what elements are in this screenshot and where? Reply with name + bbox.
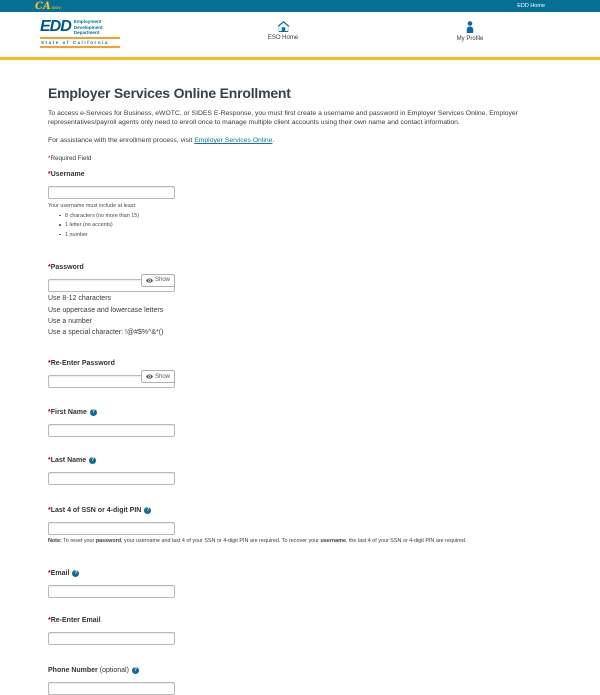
eye-icon	[146, 278, 153, 283]
gold-accent-rule	[0, 57, 600, 60]
phone-field-group	[48, 667, 555, 695]
reenter-password-label: *Re-Enter Password	[48, 360, 115, 368]
email-label: *Email	[48, 570, 70, 578]
last-name-label: *Last Name	[48, 457, 87, 465]
home-icon	[277, 21, 290, 32]
nav-eso-home-label: ESO Home	[267, 35, 299, 41]
eye-icon	[146, 374, 153, 379]
last-name-help-icon[interactable]: ?	[91, 457, 95, 464]
password-requirements: Use 8-12 characters Use uppercase and lowercase letters Use a number Use a special character: !@#$%^&*()	[48, 295, 164, 337]
ssn-pin-label: *Last 4 of SSN or 4-digit PIN	[48, 507, 142, 515]
required-field-note: *Required Field	[48, 155, 92, 163]
reenter-password-field-group	[48, 360, 555, 388]
email-field-group	[48, 570, 555, 598]
assistance-line: For assistance with the enrollment process, visit Employer Services Online.	[48, 137, 275, 145]
reenter-email-label: *Re-Enter Email	[48, 617, 101, 625]
edd-logo-divider	[40, 46, 120, 47]
edd-logo-tagline: State of California	[41, 39, 109, 45]
phone-help-icon[interactable]: ?	[133, 667, 137, 674]
username-requirement: 1 number	[65, 232, 555, 238]
page-title: Employer Services Online Enrollment	[48, 84, 291, 101]
person-icon	[465, 21, 475, 33]
site-header	[0, 12, 600, 57]
reenter-email-input[interactable]	[48, 632, 175, 645]
password-field-group	[48, 264, 555, 338]
username-requirement: 8 characters (no more than 15)	[65, 213, 555, 219]
last-name-field-group	[48, 457, 555, 485]
username-label: *Username	[48, 171, 85, 179]
ca-gov-logo-ca: CA	[35, 0, 51, 12]
email-input[interactable]	[48, 585, 175, 598]
ca-gov-logo[interactable]	[35, 2, 61, 11]
ssn-pin-note: Note: To reset your password, your username and last 4 of your SSN or 4-digit PIN are required. To recover your username, the last 4 of your SSN or 4-digit PIN are required.	[48, 538, 467, 545]
main-content	[0, 85, 600, 695]
email-help-icon[interactable]: ?	[74, 570, 78, 577]
first-name-help-icon[interactable]: ?	[91, 409, 95, 416]
username-requirement: 1 letter (no accents)	[65, 222, 555, 228]
username-hint-title: Your username must include at least:	[48, 203, 137, 210]
edd-logo-acronym: EDD	[40, 18, 71, 36]
phone-label: Phone Number (optional)	[48, 667, 129, 675]
employer-services-online-link[interactable]: Employer Services Online	[194, 137, 273, 145]
ssn-pin-field-group	[48, 507, 555, 544]
utility-bar	[0, 0, 600, 12]
ca-gov-logo-gov: GOV	[51, 5, 62, 10]
username-requirements-list	[48, 213, 555, 238]
username-field-group	[48, 171, 555, 238]
last-name-input[interactable]	[48, 472, 175, 485]
edd-home-link[interactable]: EDD Home	[517, 3, 545, 9]
edd-logo-divider	[40, 37, 120, 38]
edd-logo[interactable]	[40, 19, 120, 49]
password-show-button[interactable]: Show	[141, 274, 175, 287]
phone-input[interactable]	[48, 682, 175, 695]
first-name-input[interactable]	[48, 424, 175, 437]
nav-my-profile[interactable]	[430, 21, 510, 42]
nav-my-profile-label: My Profile	[456, 36, 484, 42]
nav-eso-home[interactable]	[243, 21, 323, 41]
ssn-pin-input[interactable]	[48, 522, 175, 535]
first-name-label: *First Name	[48, 409, 87, 417]
ssn-pin-help-icon[interactable]: ?	[146, 507, 150, 514]
password-label: *Password	[48, 263, 84, 271]
username-input[interactable]	[48, 186, 175, 199]
intro-paragraph: To access e-Services for Business, eWOTC, or SIDES E-Response, you must first create a username and password in Employer Services Online. Employer representatives/payroll agents only need to enroll once to manage multiple client accounts using their own name and contact information.	[48, 109, 518, 126]
edd-logo-department-name: Employment Development Department	[73, 19, 103, 36]
first-name-field-group	[48, 409, 555, 437]
reenter-password-show-button[interactable]: Show	[141, 370, 175, 383]
reenter-email-field-group	[48, 617, 555, 645]
